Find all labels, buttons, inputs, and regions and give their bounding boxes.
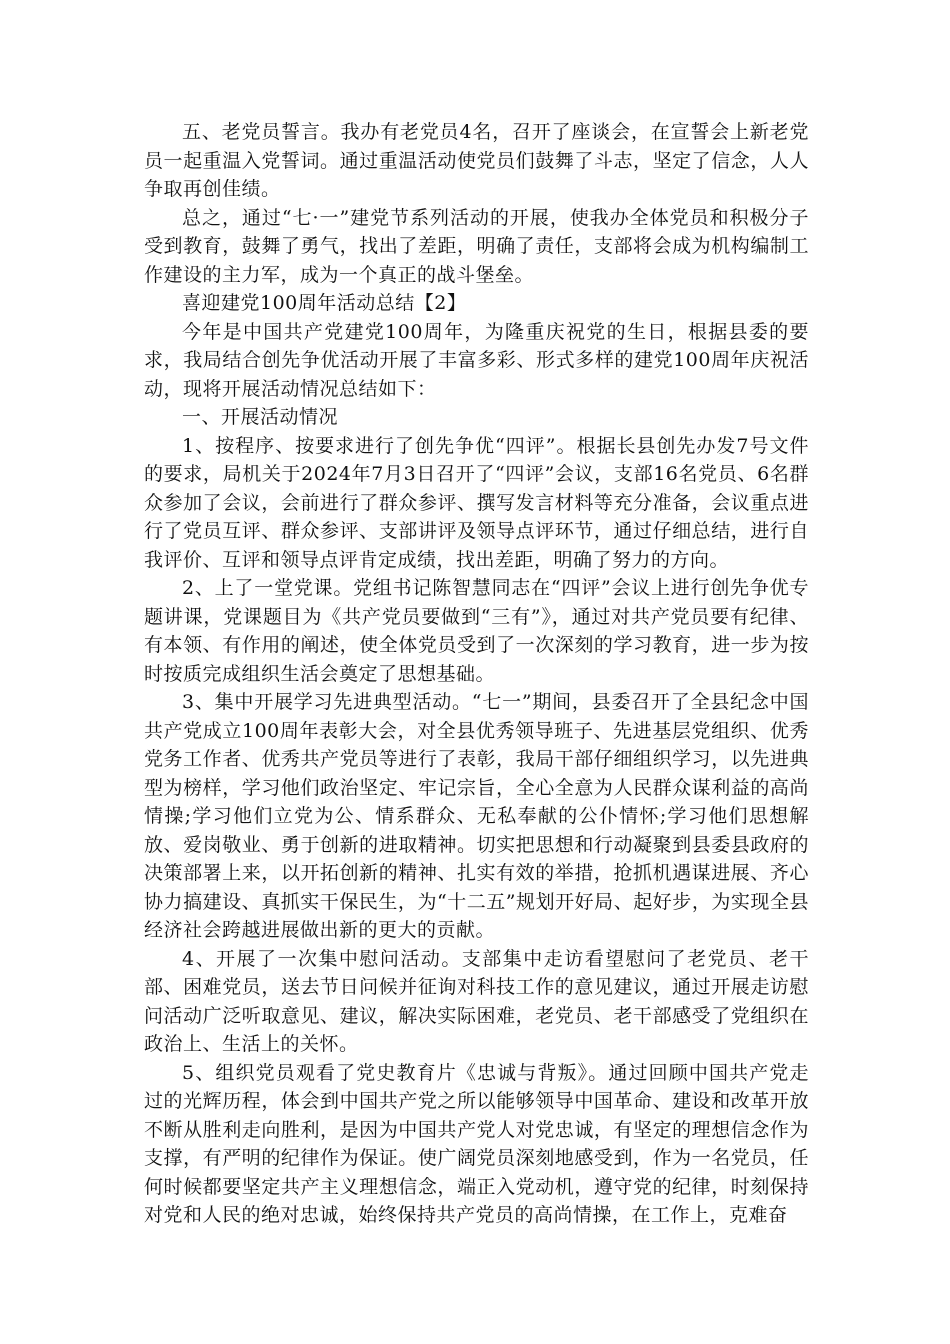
paragraph-item-2: 2、上了一堂党课。党组书记陈智慧同志在“四评”会议上进行创先争优专题讲课，党课题目为《共产党员要做到“三有”》，通过对共产党员要有纪律、有本领、有作用的阐述，使全体党员受到了一次深刻的学习教育，进一步为按时按质完成组织生活会奠定了思想基础。: [144, 577, 809, 685]
paragraph-summary: 总之，通过“七·一”建党节系列活动的开展，使我办全体党员和积极分子受到教育，鼓舞了勇气，找出了差距，明确了责任，支部将会成为机构编制工作建设的主力军，成为一个真正的战斗堡垒。: [144, 206, 809, 286]
paragraph-item-4: 4、开展了一次集中慰问活动。支部集中走访看望慰问了老党员、老干部、困难党员，送去节日问候并征询对科技工作的意见建议，通过开展走访慰问活动广泛听取意见、建议，解决实际困难，老党员、老干部感受了党组织在政治上、生活上的关怀。: [144, 947, 809, 1055]
paragraph-oath: 五、老党员誓言。我办有老党员4名，召开了座谈会，在宣誓会上新老党员一起重温入党誓词。通过重温活动使党员们鼓舞了斗志，坚定了信念，人人争取再创佳绩。: [144, 121, 809, 200]
document-body: [144, 118, 809, 1230]
paragraph-intro: 今年是中国共产党建党100周年，为隆重庆祝党的生日，根据县委的要求，我局结合创先争优活动开展了丰富多彩、形式多样的建党100周年庆祝活动，现将开展活动情况总结如下：: [144, 320, 809, 400]
section-heading: 喜迎建党100周年活动总结【2】: [182, 292, 467, 314]
subheading-activities: 一、开展活动情况: [182, 406, 339, 428]
paragraph-item-1: 1、按程序、按要求进行了创先争优“四评”。根据长县创先办发7号文件的要求，局机关于2024年7月3日召开了“四评”会议，支部16名党员、6名群众参加了会议，会前进行了群众参评、撰写发言材料等充分准备，会议重点进行了党员互评、群众参评、支部讲评及领导点评环节，通过仔细总结，进行自我评价、互评和领导点评肯定成绩，找出差距，明确了努力的方向。: [144, 434, 809, 571]
paragraph-item-5: 5、组织党员观看了党史教育片《忠诚与背叛》。通过回顾中国共产党走过的光辉历程，体会到中国共产党之所以能够领导中国革命、建设和改革开放不断从胜利走向胜利，是因为中国共产党人对党忠诚，有坚定的理想信念作为支撑，有严明的纪律作为保证。使广阔党员深刻地感受到，作为一名党员，任何时候都要坚定共产主义理想信念，端正入党动机，遵守党的纪律，时刻保持对党和人民的绝对忠诚，始终保持共产党员的高尚情操，在工作上，克难奋: [144, 1061, 809, 1226]
paragraph-item-3: 3、集中开展学习先进典型活动。“七一”期间，县委召开了全县纪念中国共产党成立100周年表彰大会，对全县优秀领导班子、先进基层党组织、优秀党务工作者、优秀共产党员等进行了表彰，我局干部仔细组织学习，以先进典型为榜样，学习他们政治坚定、牢记宗旨，全心全意为人民群众谋利益的高尚情操;学习他们立党为公、情系群众、无私奉献的公仆情怀;学习他们思想解放、爱岗敬业、勇于创新的进取精神。切实把思想和行动凝聚到县委县政府的决策部署上来，以开拓创新的精神、扎实有效的举措，抢抓机遇谋进展、齐心协力搞建设、真抓实干保民生，为“十二五”规划开好局、起好步，为实现全县经济社会跨越进展做出新的更大的贡献。: [144, 691, 809, 941]
